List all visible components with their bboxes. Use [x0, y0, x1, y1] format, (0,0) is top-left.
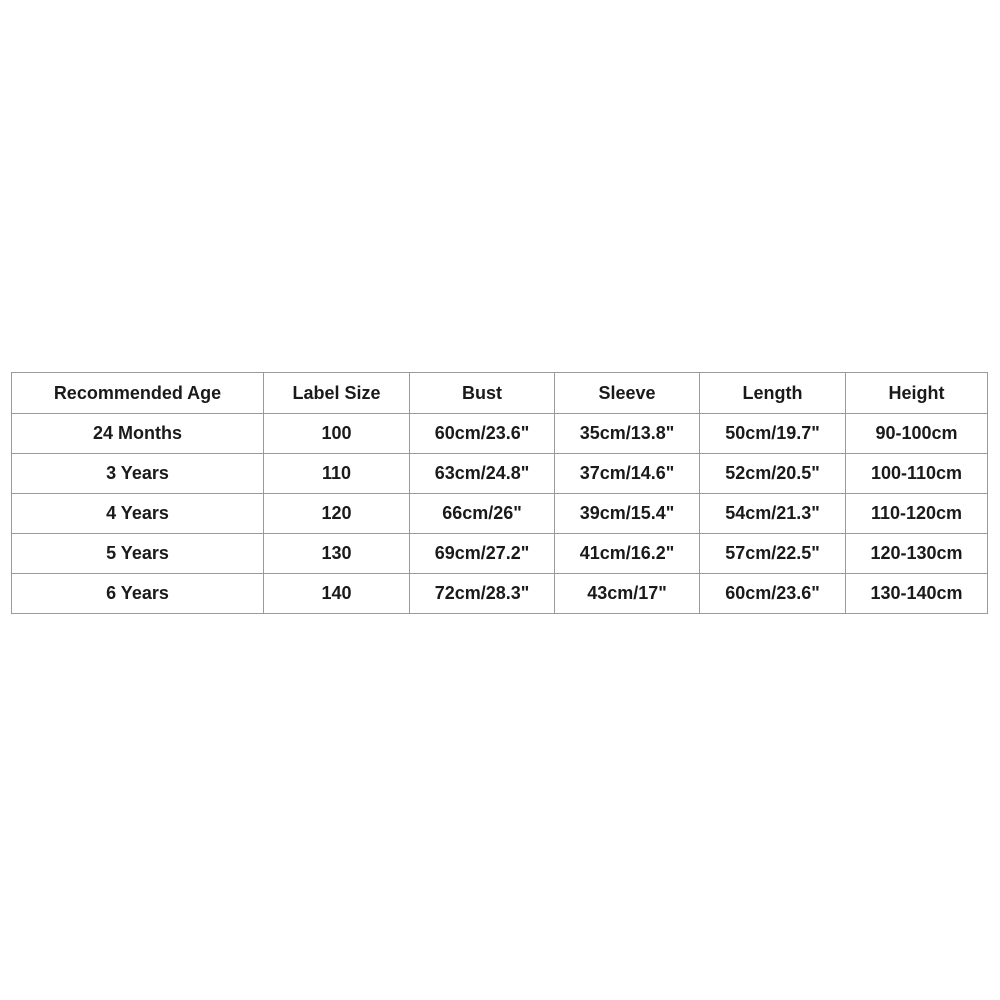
- cell-sleeve: 37cm/14.6": [555, 454, 700, 494]
- cell-sleeve: 35cm/13.8": [555, 414, 700, 454]
- cell-length: 52cm/20.5": [700, 454, 846, 494]
- cell-label-size: 110: [264, 454, 410, 494]
- header-bust: Bust: [410, 373, 555, 414]
- cell-bust: 63cm/24.8": [410, 454, 555, 494]
- table-row: [12, 414, 988, 454]
- cell-label-size: 120: [264, 494, 410, 534]
- header-recommended-age: Recommended Age: [12, 373, 264, 414]
- cell-age: 4 Years: [12, 494, 264, 534]
- table-header-row: [12, 373, 988, 414]
- header-height: Height: [846, 373, 988, 414]
- cell-sleeve: 43cm/17": [555, 574, 700, 614]
- cell-length: 54cm/21.3": [700, 494, 846, 534]
- cell-sleeve: 41cm/16.2": [555, 534, 700, 574]
- cell-bust: 72cm/28.3": [410, 574, 555, 614]
- table-row: [12, 574, 988, 614]
- cell-height: 120-130cm: [846, 534, 988, 574]
- size-chart-table: [11, 372, 988, 614]
- table-row: [12, 494, 988, 534]
- cell-sleeve: 39cm/15.4": [555, 494, 700, 534]
- cell-height: 90-100cm: [846, 414, 988, 454]
- cell-height: 110-120cm: [846, 494, 988, 534]
- header-label-size: Label Size: [264, 373, 410, 414]
- cell-age: 24 Months: [12, 414, 264, 454]
- cell-height: 100-110cm: [846, 454, 988, 494]
- cell-bust: 60cm/23.6": [410, 414, 555, 454]
- cell-bust: 69cm/27.2": [410, 534, 555, 574]
- table-row: [12, 454, 988, 494]
- cell-length: 57cm/22.5": [700, 534, 846, 574]
- header-sleeve: Sleeve: [555, 373, 700, 414]
- cell-bust: 66cm/26": [410, 494, 555, 534]
- cell-length: 50cm/19.7": [700, 414, 846, 454]
- cell-label-size: 100: [264, 414, 410, 454]
- cell-age: 6 Years: [12, 574, 264, 614]
- cell-label-size: 130: [264, 534, 410, 574]
- cell-age: 3 Years: [12, 454, 264, 494]
- cell-age: 5 Years: [12, 534, 264, 574]
- header-length: Length: [700, 373, 846, 414]
- table-row: [12, 534, 988, 574]
- cell-label-size: 140: [264, 574, 410, 614]
- cell-length: 60cm/23.6": [700, 574, 846, 614]
- cell-height: 130-140cm: [846, 574, 988, 614]
